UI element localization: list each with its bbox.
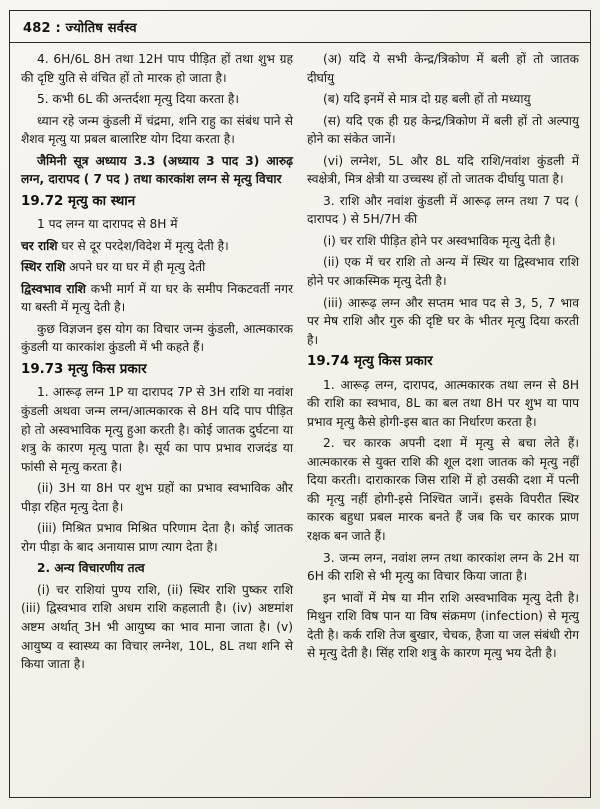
lead-term: चर राशि [21,238,58,253]
paragraph: ध्यान रहे जन्म कुंडली में चंद्रमा, शनि राहु का संबंध पाने से शैशव मृत्यु या प्रबल बालारिष्ट योग दिया करता है। [21,113,293,147]
paragraph-text: घर से दूर परदेश/विदेश में मृत्यु देती है। [61,238,229,253]
paragraph: (ब) यदि इनमें से मात्र दो ग्रह बली हों तो मध्यायु [323,92,531,107]
page-border-frame [9,10,591,798]
subsection-heading: 2. अन्य विचारणीय तत्व [37,561,145,576]
section-heading-19-73: 19.73 मृत्यु किस प्रकार [21,362,147,378]
paragraph [21,280,293,317]
page-header [10,11,590,43]
page-number-and-title: 482 : ज्योतिष सर्वस्व [23,21,137,36]
paragraph: (ii) 3H या 8H पर शुभ ग्रहों का प्रभाव स्वभाविक और पीड़ा रहित मृत्यु देता है। [21,481,293,514]
paragraph: इन भावों में मेष या मीन राशि अस्वभाविक मृत्यु देती है। मिथुन राशि विष पान या विष संक्रमण (infection) से मृत्यु देती है। कर्क राशि तेज बुखार, चेचक, हैजा या जल संबंधी रोग से मृत्यु देती है। सिंह राशि शत्रु के कारण मृत्यु भय देती है। [307,590,579,661]
paragraph: 3. राशि और नवांश कुंडली में आरूढ़ लग्न तथा 7 पद ( दारापद ) से 5H/7H की [307,193,579,227]
lead-term: स्थिर राशि [21,260,66,275]
paragraph [21,237,293,256]
paragraph: 5. कभी 6L की अन्तर्दशा मृत्यु दिया करता है। [37,92,239,107]
section-heading-19-74: 19.74 मृत्यु किस प्रकार [307,354,433,370]
paragraph: (iii) आरूढ़ लग्न और सप्तम भाव पद से 3, 5, 7 भाव पर मेष राशि और गुरु की दृष्टि घर के भीतर मृत्यु दिया करती है। [307,295,579,347]
section-heading-19-72: 19.72 मृत्यु का स्थान [21,193,136,209]
paragraph: 1. आरूढ़ लग्न 1P या दारापद 7P से 3H राशि या नवांश कुंडली अथवा जन्म लग्न/आत्मकारक से 8H यदि पाप पीड़ित हो तो अस्वभाविक मृत्यु हुआ करती है। कोई जातक दुर्घटना या शत्रु के कारण मृत्यु पाता है। सूर्य का पाप प्रभाव राजदंड या फांसी से मृत्यु करता है। [21,385,293,474]
paragraph: (अ) यदि ये सभी केन्द्र/त्रिकोण में बली हों तो जातक दीर्घायु [307,52,579,85]
paragraph: 3. जन्म लग्न, नवांश लग्न तथा कारकांश लग्न के 2H या 6H की राशि से भी मृत्यु का विचार किया जाता है। [307,550,579,584]
paragraph: 1. आरूढ़ लग्न, दारापद, आत्मकारक तथा लग्न से 8H की राशि का स्वभाव, 8L का बल तथा 8H पर शुभ या पाप प्रभाव मृत्यु कैसे होगी-इस बात का निर्धारण करता है। [307,377,579,429]
lead-term: द्विस्वभाव राशि [21,281,86,296]
paragraph: (i) चर राशियां पुण्य राशि, (ii) स्थिर राशि पुष्कर राशि (iii) द्विस्वभाव राशि अधम राशि कहलाती है। (iv) अष्टमांश अष्टम अर्थात् 3H भी आयुष्य का भाव माना जाता है। (v) आयुष्य व स्वास्थ्य का विचार लग्नेश, 10L, 8L तथा शनि से किया जाता है। [21,582,293,672]
paragraph: 4. 6H/6L 8H तथा 12H पाप पीड़ित हों तथा शुभ ग्रह की दृष्टि युति से वंचित हों तो मारक हो जाता है। [21,52,293,85]
paragraph: कुछ विज्ञजन इस योग का विचार जन्म कुंडली, आत्मकारक कुंडली या कारकांश कुंडली में भी कहते हैं। [21,321,293,355]
paragraph: (स) यदि एक ही ग्रह केन्द्र/त्रिकोण में बली हों तो अल्पायु होने का संकेत जानें। [307,113,579,147]
paragraph: 1 पद लग्न या दारापद से 8H में [37,217,178,232]
paragraph: (vi) लग्नेश, 5L और 8L यदि राशि/नवांश कुंडली में स्वक्षेत्री, मित्र क्षेत्री या उच्चस्थ हों तो जातक दीर्घायु पाता है। [307,153,579,187]
paragraph-text: कभी मार्ग में या घर के समीप निकटवर्ती नगर या बस्ती में मृत्यु देती है। [21,281,294,315]
paragraph: (ii) एक में चर राशि तो अन्य में स्थिर या द्विस्वभाव राशि होने पर आकस्मिक मृत्यु देती है। [307,255,579,289]
jaimini-sutra-heading: जैमिनी सूत्र अध्याय 3.3 (अध्याय 3 पाद 3) आरुढ़ लग्न, दारापद ( 7 पद ) तथा कारकांश लग्न से मृत्यु विचार [21,153,293,187]
paragraph-text: अपने घर या घर में ही मृत्यु देती [69,260,206,275]
paragraph [21,258,293,277]
left-column [21,50,293,791]
text-columns [10,43,590,797]
paragraph: (i) चर राशि पीड़ित होने पर अस्वभाविक मृत्यु देती है। [323,233,556,248]
paragraph: (iii) मिश्रित प्रभाव मिश्रित परिणाम देता है। कोई जातक रोग पीड़ा के बाद अनायास प्राण त्याग देता है। [21,521,293,554]
right-column [307,50,579,791]
paragraph: 2. चर कारक अपनी दशा में मृत्यु से बचा लेते हैं। आत्मकारक से युक्त राशि की शूल दशा जातक को मृत्यु नहीं दिया करती। दाराकारक जिस राशि में हो उसकी दशा में पत्नी की मृत्यु नहीं होगी-इसे निश्चित जानें। इसके विपरीत स्थिर कारक बहुधा प्रबल मारक बनते हैं जब कि चर कारक प्राण रक्षक बन जाते हैं। [307,436,579,543]
